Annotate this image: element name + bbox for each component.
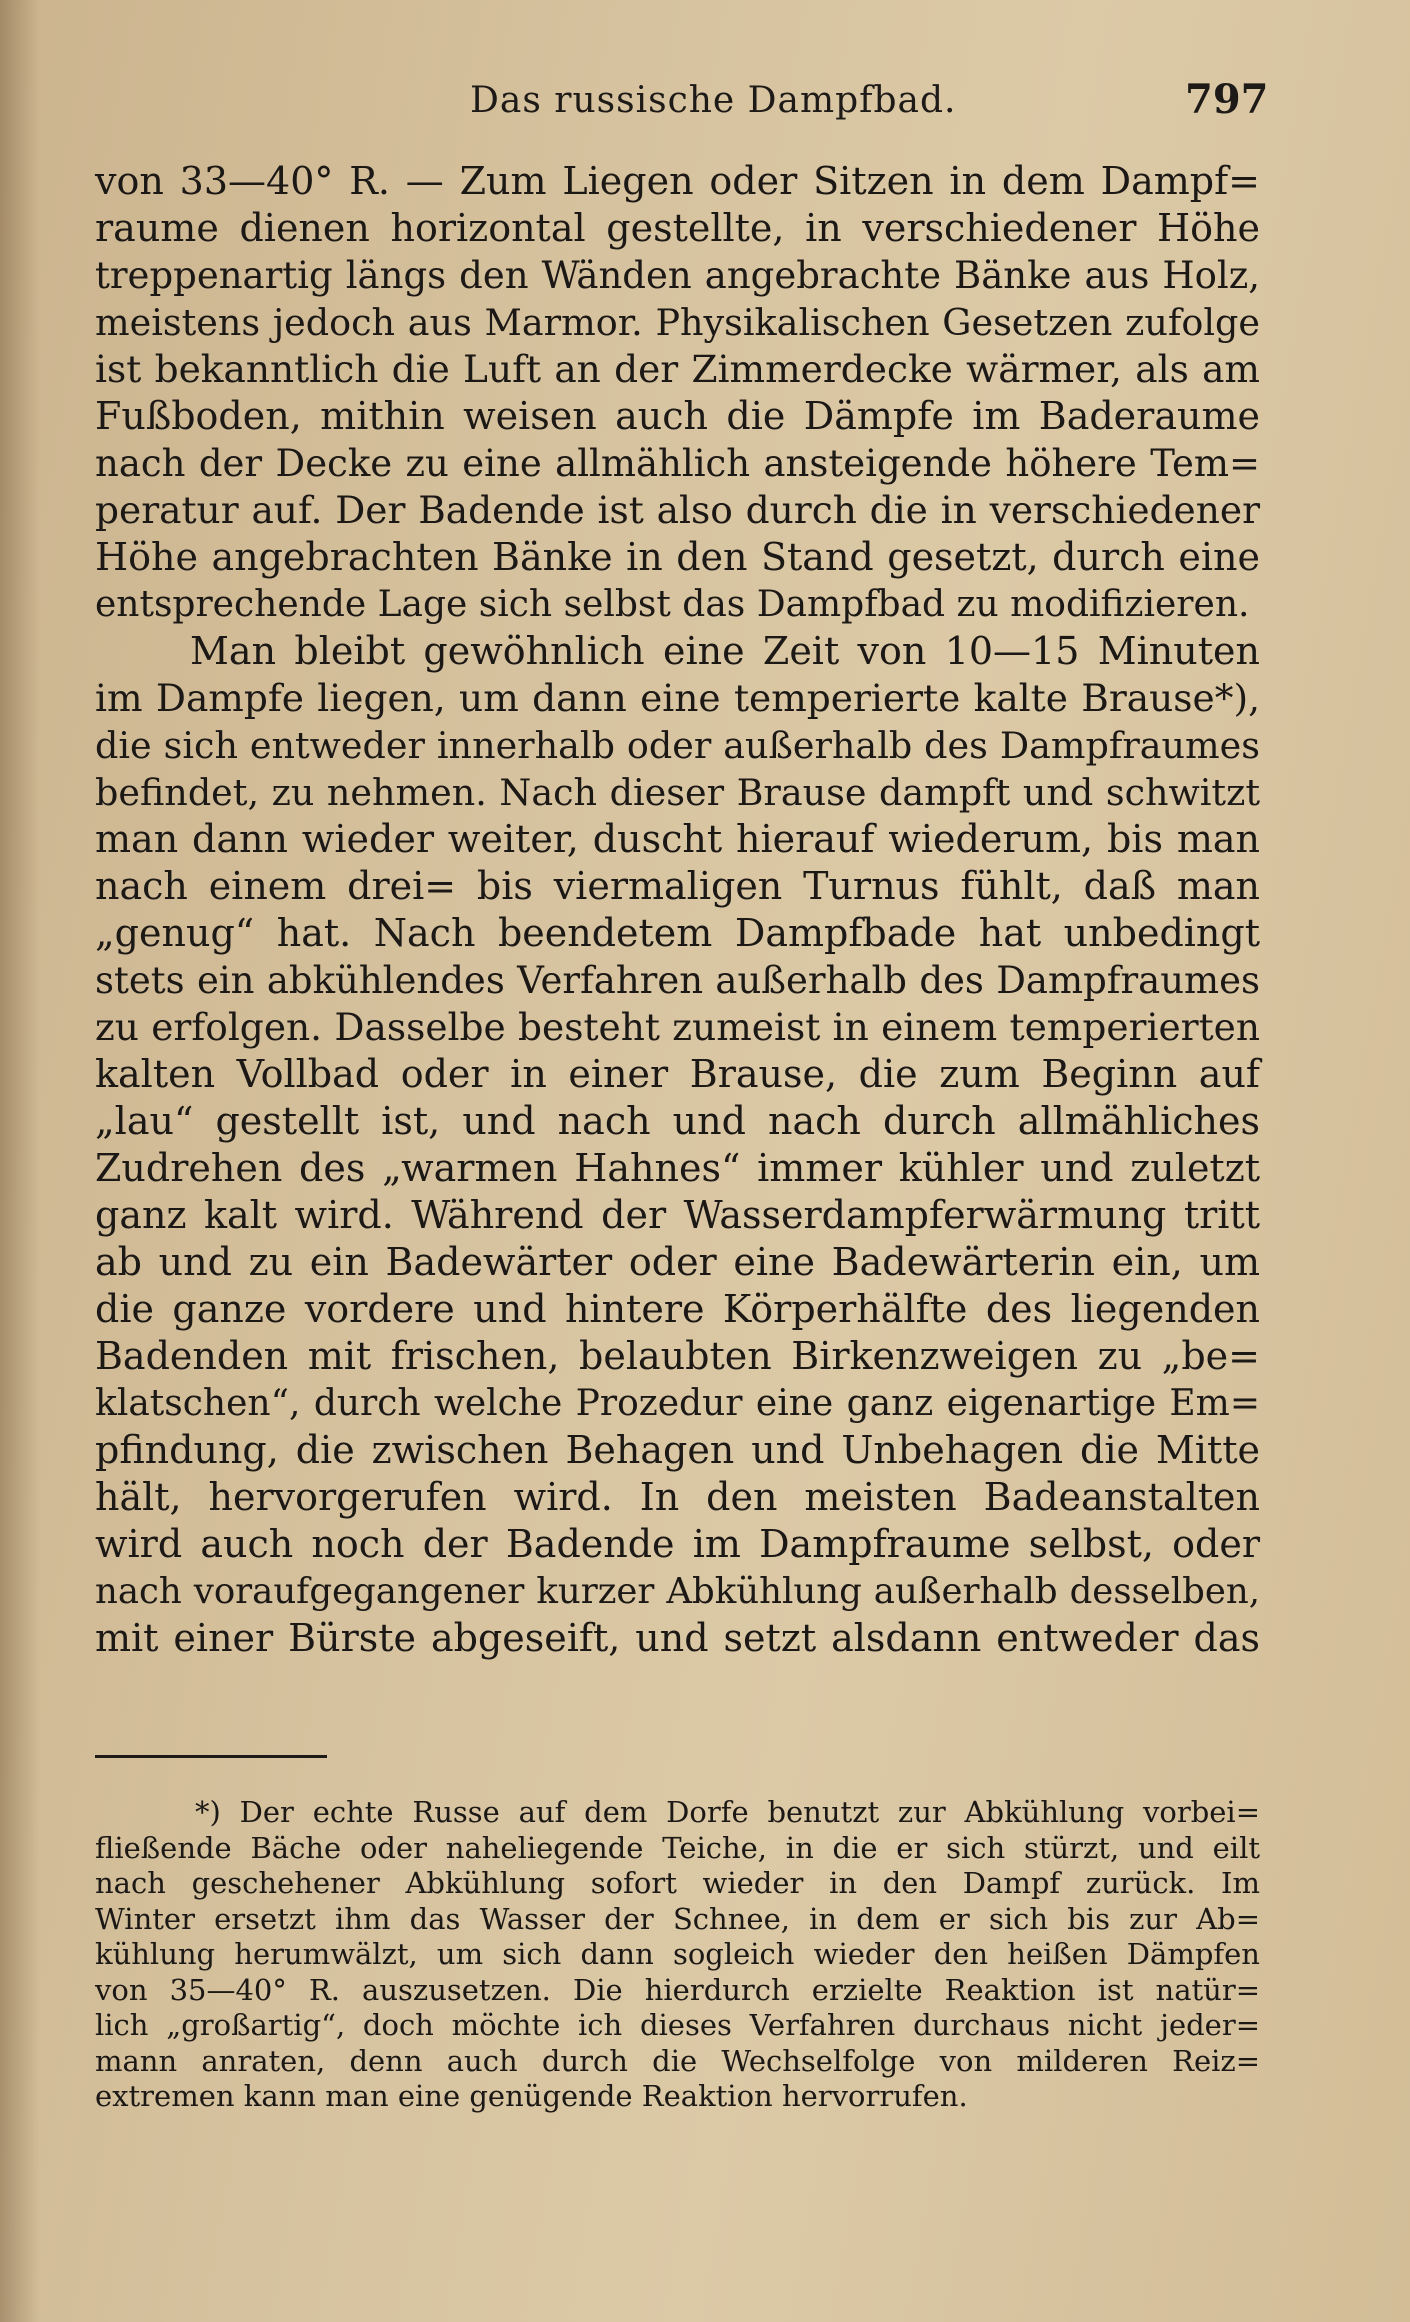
- text-line: hält, hervorgerufen wird. In den meisten Badeanstalten: [95, 1475, 1260, 1519]
- text-line: ist bekanntlich die Luft an der Zimmerdecke wärmer, als am: [95, 347, 1260, 391]
- main-text: [95, 158, 1260, 1662]
- text-line: „genug“ hat. Nach beendetem Dampfbade hat unbedingt: [95, 911, 1260, 955]
- text-line: „lau“ gestellt ist, und nach und nach durch allmähliches: [95, 1099, 1260, 1143]
- text-line: entsprechende Lage sich selbst das Dampfbad zu modifizieren.: [95, 584, 1250, 625]
- text-line: peratur auf. Der Badende ist also durch die in verschiedener: [95, 488, 1260, 532]
- page-edge-shadow: [0, 0, 40, 2322]
- footnote-line: kühlung herumwälzt, um sich dann sogleich wieder den heißen Dämpfen: [95, 1937, 1260, 1971]
- text-line: von 33—40° R. — Zum Liegen oder Sitzen in dem Dampf=: [95, 159, 1260, 203]
- text-line: nach voraufgegangener kurzer Abkühlung außerhalb desselben,: [95, 1571, 1260, 1612]
- text-line: Man bleibt gewöhnlich eine Zeit von 10—15 Minuten: [190, 629, 1260, 673]
- text-line: raume dienen horizontal gestellte, in verschiedener Höhe: [95, 206, 1260, 250]
- footnote-line: *) Der echte Russe auf dem Dorfe benutzt zur Abkühlung vorbei=: [195, 1795, 1260, 1829]
- text-line: Höhe angebrachten Bänke in den Stand gesetzt, durch eine: [95, 535, 1260, 579]
- text-line: kalten Vollbad oder in einer Brause, die zum Beginn auf: [95, 1052, 1260, 1096]
- page-header: [0, 72, 1410, 132]
- text-line: meistens jedoch aus Marmor. Physikalischen Gesetzen zufolge: [95, 301, 1260, 344]
- text-line: nach einem drei= bis viermaligen Turnus fühlt, daß man: [95, 864, 1260, 908]
- footnote-line: von 35—40° R. auszusetzen. Die hierdurch erzielte Reaktion ist natür=: [95, 1972, 1260, 2007]
- text-line: nach der Decke zu eine allmählich ansteigende höhere Tem=: [95, 442, 1260, 485]
- footnote: [95, 1795, 1260, 2115]
- text-line: befindet, zu nehmen. Nach dieser Brause dampft und schwitzt: [95, 771, 1260, 814]
- text-line: ab und zu ein Badewärter oder eine Badewärterin ein, um: [95, 1240, 1260, 1284]
- text-line: Zudrehen des „warmen Hahnes“ immer kühler und zuletzt: [95, 1146, 1260, 1190]
- text-line: Badenden mit frischen, belaubten Birkenzweigen zu „be=: [95, 1334, 1260, 1378]
- text-line: Fußboden, mithin weisen auch die Dämpfe im Baderaume: [95, 394, 1260, 438]
- footnote-line: fließende Bäche oder naheliegende Teiche, in die er sich stürzt, und eilt: [95, 1830, 1260, 1865]
- text-line: mit einer Bürste abgeseift, und setzt alsdann entweder das: [95, 1616, 1260, 1660]
- text-line: klatschen“, durch welche Prozedur eine ganz eigenartige Em=: [95, 1383, 1260, 1424]
- text-line: ganz kalt wird. Während der Wasserdampferwärmung tritt: [95, 1193, 1260, 1237]
- footnote-line: Winter ersetzt ihm das Wasser der Schnee, in dem er sich bis zur Ab=: [95, 1901, 1260, 1936]
- footnote-line: nach geschehener Abkühlung sofort wieder in den Dampf zurück. Im: [95, 1866, 1260, 1900]
- text-line: die ganze vordere und hintere Körperhälfte des liegenden: [95, 1287, 1260, 1331]
- footnote-rule: [95, 1755, 327, 1758]
- text-line: die sich entweder innerhalb oder außerhalb des Dampfraumes: [95, 724, 1260, 767]
- text-line: treppenartig längs den Wänden angebrachte Bänke aus Holz,: [95, 254, 1260, 297]
- running-title: Das russische Dampfbad.: [470, 80, 957, 121]
- footnote-line: lich „großartig“, doch möchte ich dieses Verfahren durchaus nicht jeder=: [95, 2008, 1260, 2042]
- footnote-line: mann anraten, denn auch durch die Wechselfolge von milderen Reiz=: [95, 2043, 1260, 2078]
- text-line: zu erfolgen. Dasselbe besteht zumeist in einem temperierten: [95, 1005, 1260, 1049]
- text-line: im Dampfe liegen, um dann eine temperierte kalte Brause*),: [95, 676, 1260, 720]
- text-line: man dann wieder weiter, duscht hierauf wiederum, bis man: [95, 817, 1260, 861]
- text-line: wird auch noch der Badende im Dampfraume selbst, oder: [95, 1522, 1260, 1566]
- page-number: 797: [1185, 76, 1269, 123]
- text-line: pfindung, die zwischen Behagen und Unbehagen die Mitte: [95, 1428, 1260, 1472]
- text-line: stets ein abkühlendes Verfahren außerhalb des Dampfraumes: [95, 959, 1260, 1002]
- footnote-line: extremen kann man eine genügende Reaktion hervorrufen.: [95, 2079, 968, 2113]
